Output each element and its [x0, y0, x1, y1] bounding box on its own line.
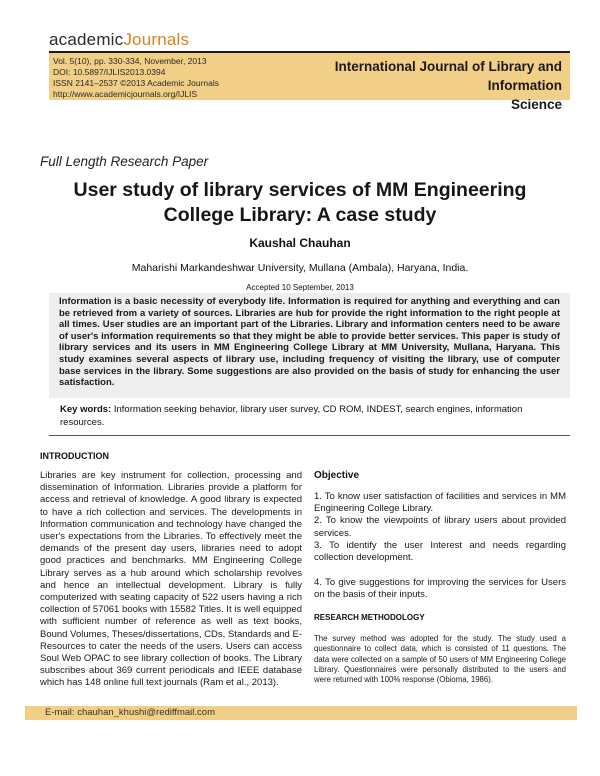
objective-spacer — [314, 564, 566, 577]
article-title — [40, 178, 560, 228]
logo-accent: Journals — [123, 30, 190, 49]
objective-list — [314, 491, 566, 602]
objective-item: 3. To identify the user Interest and needs regarding collection development. — [314, 539, 566, 564]
meta-url[interactable]: http://www.academicjournals.org/IJLIS — [53, 89, 198, 99]
paper-type: Full Length Research Paper — [40, 154, 209, 169]
objective-item: 1. To know user satisfaction of facilities and services in MM Engineering College Library. — [314, 491, 566, 515]
objective-item: 4. To give suggestions for improving the services for Users on the basis of their inputs. — [314, 577, 566, 601]
title-line2: College Library: A case study — [163, 204, 437, 226]
publisher-logo — [49, 30, 189, 50]
journal-name-line1: International Journal of Library and Information — [334, 59, 562, 93]
methodology-text: The survey method was adopted for the study. The study used a questionnaire to collect data, which is consisted of 11 questions. The data were collected on a sample of 50 users of MM Engineering College Library. Questionnaires were personally distributed to the users and were returned with 100% response (Obioma, 1986). — [314, 634, 566, 685]
abstract-divider — [49, 435, 570, 436]
author-affiliation: Maharishi Markandeshwar University, Mullana (Ambala), Haryana, India. — [131, 262, 469, 274]
introduction-heading: INTRODUCTION — [40, 451, 109, 461]
keywords-text: Information seeking behavior, library user survey, CD ROM, INDEST, search engines, information resources. — [60, 404, 523, 428]
introduction-text: Libraries are key instrument for collection, processing and dissemination of Information. Libraries provide a platform for access and retrieval of knowledge. A good library is expected to have a rich collection and services. The developments in Information communication and technology have changed the user's expectations from the Libraries. To effectively meet the demands of the present day users, libraries need to adopt good practices and benchmarks. MM Engineering College Library serves as a hub around which scholarship revolves and hence an intellectual development. Library is fully computerized with seating capacity of 522 users having a rich collection of 57061 books with 15582 Titles. It is well equipped with sufficient number of reference as well as text books, Bound Volumes, Theses/dissertations, CDs, Standards and E-Resources to cater the needs of the users. Users can access Soul Web OPAC to see library collection of books. The Library subscribes about 369 current periodicals and IEEE database which has 148 online full text journals (Ram et al., 2013). — [40, 470, 302, 689]
journal-name-box — [254, 53, 570, 112]
title-line1: User study of library services of MM Engineering — [73, 179, 527, 201]
keywords — [60, 403, 560, 429]
meta-doi: DOI: 10.5897/IJLIS2013.0394 — [53, 67, 166, 77]
meta-issn: ISSN 2141–2537 ©2013 Academic Journals — [53, 78, 219, 88]
objective-heading: Objective — [314, 470, 360, 481]
methodology-heading: RESEARCH METHODOLOGY — [314, 613, 425, 622]
logo-prefix: academic — [49, 30, 124, 49]
accepted-date: Accepted 10 September, 2013 — [246, 283, 354, 292]
keywords-label: Key words: — [60, 404, 112, 415]
meta-volume: Vol. 5(10), pp. 330-334, November, 2013 — [53, 56, 207, 66]
corresponding-email[interactable]: E-mail: chauhan_khushi@rediffmail.com — [25, 706, 577, 720]
citation-meta-box — [49, 53, 254, 100]
journal-name-line2: Science — [510, 97, 562, 112]
author-name: Kaushal Chauhan — [249, 236, 351, 250]
objective-item: 2. To know the viewpoints of library users about provided services. — [314, 515, 566, 539]
abstract: Information is a basic necessity of everybody life. Information is required for anything and everything and can be retrieved from a variety of sources. Libraries are hub for provide the right information to the right people at all times. User studies are an important part of the Libraries. Library and information centers need to be aware of user's information requirements so that they might be able to provide better services. This paper is study of library services and its users in MM Engineering College Library at MM University, Mullana, Haryana. This study examines several aspects of library use, including frequency of visiting the library, use of computer base services in the library. Some suggestions are also provided on the basis of study for enhancing the user satisfaction. — [49, 293, 570, 398]
